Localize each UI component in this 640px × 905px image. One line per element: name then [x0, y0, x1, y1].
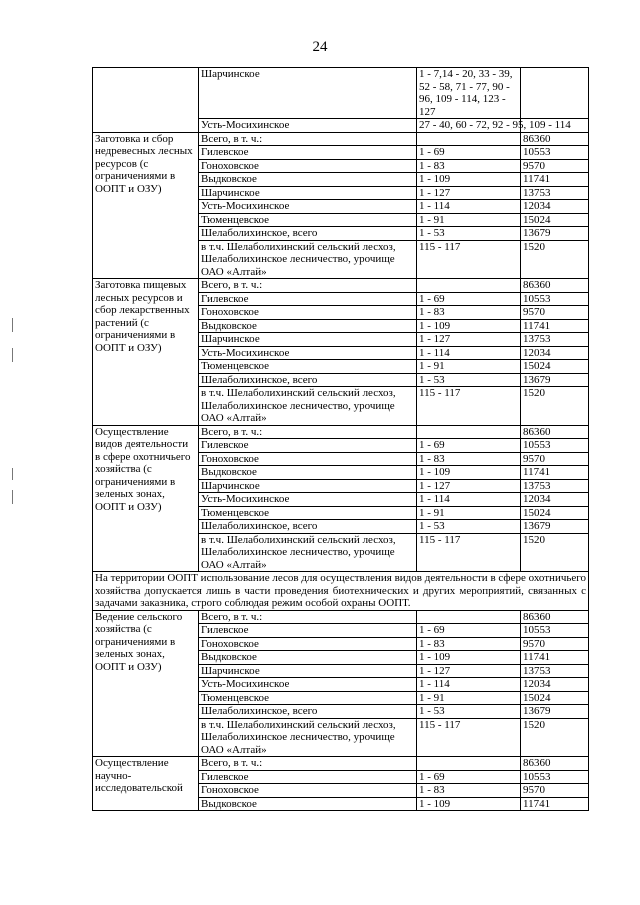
table-row	[93, 68, 589, 119]
quarters-cell: 1 - 127	[417, 479, 521, 493]
forestry-cell: Усть-Мосихинское	[199, 678, 417, 692]
quarters-cell: 1 - 83	[417, 784, 521, 798]
area-cell: 1520	[521, 533, 589, 572]
quarters-cell	[417, 132, 521, 146]
area-cell: 10553	[521, 624, 589, 638]
area-cell: 11741	[521, 466, 589, 480]
quarters-cell: 1 - 53	[417, 520, 521, 534]
area-cell: 86360	[521, 425, 589, 439]
quarters-cell: 1 - 91	[417, 360, 521, 374]
forestry-cell: Гоноховское	[199, 159, 417, 173]
area-cell: 13753	[521, 664, 589, 678]
quarters-cell: 1 - 69	[417, 770, 521, 784]
forestry-cell: Усть-Мосихинское	[199, 200, 417, 214]
area-cell: 12034	[521, 346, 589, 360]
area-cell: 13753	[521, 333, 589, 347]
table-row	[93, 610, 589, 624]
quarters-cell: 1 - 109	[417, 319, 521, 333]
area-cell: 13679	[521, 373, 589, 387]
area-cell: 15024	[521, 691, 589, 705]
forestry-cell: Тюменцевское	[199, 360, 417, 374]
area-cell: 10553	[521, 292, 589, 306]
forestry-cell: Выдковское	[199, 173, 417, 187]
margin-mark	[12, 490, 13, 504]
forestry-cell: Всего, в т. ч.:	[199, 132, 417, 146]
forestry-cell: Выдковское	[199, 797, 417, 811]
activity-cell: Осуществление научно-исследовательской	[93, 757, 199, 811]
forestry-cell: Гилевское	[199, 770, 417, 784]
forestry-cell: Шелаболихинское, всего	[199, 227, 417, 241]
activity-cell	[93, 68, 199, 133]
quarters-cell: 1 - 69	[417, 624, 521, 638]
quarters-cell: 1 - 127	[417, 664, 521, 678]
forestry-cell: Выдковское	[199, 651, 417, 665]
quarters-cell: 1 - 53	[417, 373, 521, 387]
area-cell: 9570	[521, 784, 589, 798]
quarters-cell: 1 - 83	[417, 306, 521, 320]
forestry-cell: Гилевское	[199, 624, 417, 638]
forestry-cell: Гоноховское	[199, 306, 417, 320]
area-cell: 15024	[521, 506, 589, 520]
area-cell: 11741	[521, 173, 589, 187]
area-cell: 9570	[521, 452, 589, 466]
table-row	[93, 279, 589, 293]
quarters-cell: 1 - 114	[417, 200, 521, 214]
area-cell: 86360	[521, 757, 589, 771]
forestry-cell: Тюменцевское	[199, 213, 417, 227]
quarters-cell: 1 - 109	[417, 797, 521, 811]
area-cell: 1520	[521, 240, 589, 279]
quarters-cell: 1 - 69	[417, 146, 521, 160]
forestry-cell: Гоноховское	[199, 452, 417, 466]
quarters-cell	[417, 425, 521, 439]
quarters-cell: 1 - 69	[417, 439, 521, 453]
area-cell: 9570	[521, 637, 589, 651]
forestry-cell: Шарчинское	[199, 664, 417, 678]
area-cell: 13753	[521, 186, 589, 200]
area-cell: 86360	[521, 610, 589, 624]
forestry-cell: Гилевское	[199, 439, 417, 453]
area-cell: 13679	[521, 227, 589, 241]
forestry-cell: Тюменцевское	[199, 506, 417, 520]
activity-cell: Заготовка пищевых лесных ресурсов и сбор лекарственных растений (с ограничениями в ООПТ и ОЗУ)	[93, 279, 199, 426]
area-cell: 86360	[521, 279, 589, 293]
quarters-cell: 1 - 114	[417, 493, 521, 507]
activity-cell: Осуществление видов деятельности в сфере охотничьего хозяйства (с ограничениями в зеленых зонах, ООПТ и ОЗУ)	[93, 425, 199, 572]
area-cell	[521, 68, 589, 119]
area-cell: 12034	[521, 493, 589, 507]
forestry-cell: Шелаболихинское, всего	[199, 705, 417, 719]
quarters-cell: 1 - 69	[417, 292, 521, 306]
forestry-cell: Гоноховское	[199, 637, 417, 651]
area-cell: 11741	[521, 319, 589, 333]
quarters-cell: 1 - 53	[417, 227, 521, 241]
table-row	[93, 425, 589, 439]
forestry-cell: Гилевское	[199, 292, 417, 306]
quarters-cell: 1 - 91	[417, 213, 521, 227]
forestry-cell: Гилевское	[199, 146, 417, 160]
forestry-cell: Всего, в т. ч.:	[199, 610, 417, 624]
forestry-cell: Шелаболихинское, всего	[199, 520, 417, 534]
forestry-cell: Всего, в т. ч.:	[199, 425, 417, 439]
table-row	[93, 132, 589, 146]
area-cell: 1520	[521, 718, 589, 757]
quarters-cell: 1 - 83	[417, 637, 521, 651]
quarters-cell: 1 - 109	[417, 173, 521, 187]
activity-cell: Заготовка и сбор недревесных лесных ресурсов (с ограничениями в ООПТ и ОЗУ)	[93, 132, 199, 279]
forestry-cell: Шелаболихинское, всего	[199, 373, 417, 387]
area-cell: 15024	[521, 360, 589, 374]
quarters-cell: 1 - 114	[417, 346, 521, 360]
quarters-cell: 1 - 114	[417, 678, 521, 692]
quarters-cell: 1 - 91	[417, 691, 521, 705]
area-cell: 15024	[521, 213, 589, 227]
forest-use-table	[92, 67, 589, 811]
forestry-cell: в т.ч. Шелаболихинский сельский лесхоз, Шелаболихинское лесничество, урочище ОАО «Алтай»	[199, 387, 417, 426]
area-cell: 12034	[521, 678, 589, 692]
area-cell: 11741	[521, 797, 589, 811]
quarters-cell: 1 - 91	[417, 506, 521, 520]
forestry-cell: Тюменцевское	[199, 691, 417, 705]
area-cell: 13753	[521, 479, 589, 493]
forestry-cell: Усть-Мосихинское	[199, 119, 417, 133]
quarters-cell: 1 - 109	[417, 466, 521, 480]
forestry-cell: Всего, в т. ч.:	[199, 279, 417, 293]
area-cell: 12034	[521, 200, 589, 214]
quarters-cell: 115 - 117	[417, 718, 521, 757]
forestry-cell: Всего, в т. ч.:	[199, 757, 417, 771]
margin-mark	[12, 318, 13, 332]
quarters-cell: 1 - 83	[417, 452, 521, 466]
note-row	[93, 572, 589, 611]
forestry-cell: Усть-Мосихинское	[199, 346, 417, 360]
quarters-cell: 27 - 40, 60 - 72, 92 - 95, 109 - 114	[417, 119, 521, 133]
forestry-cell: Выдковское	[199, 466, 417, 480]
quarters-cell: 1 - 127	[417, 186, 521, 200]
quarters-cell: 1 - 53	[417, 705, 521, 719]
forestry-cell: Выдковское	[199, 319, 417, 333]
forestry-cell: Шарчинское	[199, 333, 417, 347]
forestry-cell: Шарчинское	[199, 186, 417, 200]
area-cell: 10553	[521, 770, 589, 784]
note-text: На территории ООПТ использование лесов для осуществления видов деятельности в сфере охотничьего хозяйства допускается лишь в части проведения биотехнических и других мероприятий, связанных с задачами заказника, строго соблюдая режим особой охраны ООПТ.	[93, 572, 589, 611]
margin-mark	[12, 348, 13, 362]
forestry-cell: Шарчинское	[199, 479, 417, 493]
quarters-cell: 115 - 117	[417, 240, 521, 279]
area-cell: 86360	[521, 132, 589, 146]
area-cell: 13679	[521, 705, 589, 719]
page-number: 24	[312, 39, 328, 55]
forestry-cell: Усть-Мосихинское	[199, 493, 417, 507]
area-cell: 9570	[521, 306, 589, 320]
forestry-cell: Шарчинское	[199, 68, 417, 119]
quarters-cell: 1 - 109	[417, 651, 521, 665]
activity-cell: Ведение сельского хозяйства (с ограничениями в зеленых зонах, ООПТ и ОЗУ)	[93, 610, 199, 757]
quarters-cell	[417, 757, 521, 771]
quarters-cell: 115 - 117	[417, 387, 521, 426]
quarters-cell	[417, 279, 521, 293]
area-cell: 10553	[521, 146, 589, 160]
forestry-cell: в т.ч. Шелаболихинский сельский лесхоз, Шелаболихинское лесничество, урочище ОАО «Алтай»	[199, 718, 417, 757]
area-cell: 1520	[521, 387, 589, 426]
forestry-cell: в т.ч. Шелаболихинский сельский лесхоз, Шелаболихинское лесничество, урочище ОАО «Алтай»	[199, 533, 417, 572]
quarters-cell	[417, 610, 521, 624]
table-row	[93, 757, 589, 771]
quarters-cell: 1 - 127	[417, 333, 521, 347]
area-cell: 10553	[521, 439, 589, 453]
area-cell: 13679	[521, 520, 589, 534]
forestry-cell: в т.ч. Шелаболихинский сельский лесхоз, Шелаболихинское лесничество, урочище ОАО «Алтай»	[199, 240, 417, 279]
margin-mark	[12, 468, 13, 480]
quarters-cell: 1 - 83	[417, 159, 521, 173]
area-cell: 9570	[521, 159, 589, 173]
forestry-cell: Гоноховское	[199, 784, 417, 798]
quarters-cell: 115 - 117	[417, 533, 521, 572]
area-cell: 11741	[521, 651, 589, 665]
quarters-cell: 1 - 7,14 - 20, 33 - 39, 52 - 58, 71 - 77, 90 - 96, 109 - 114, 123 - 127	[417, 68, 521, 119]
